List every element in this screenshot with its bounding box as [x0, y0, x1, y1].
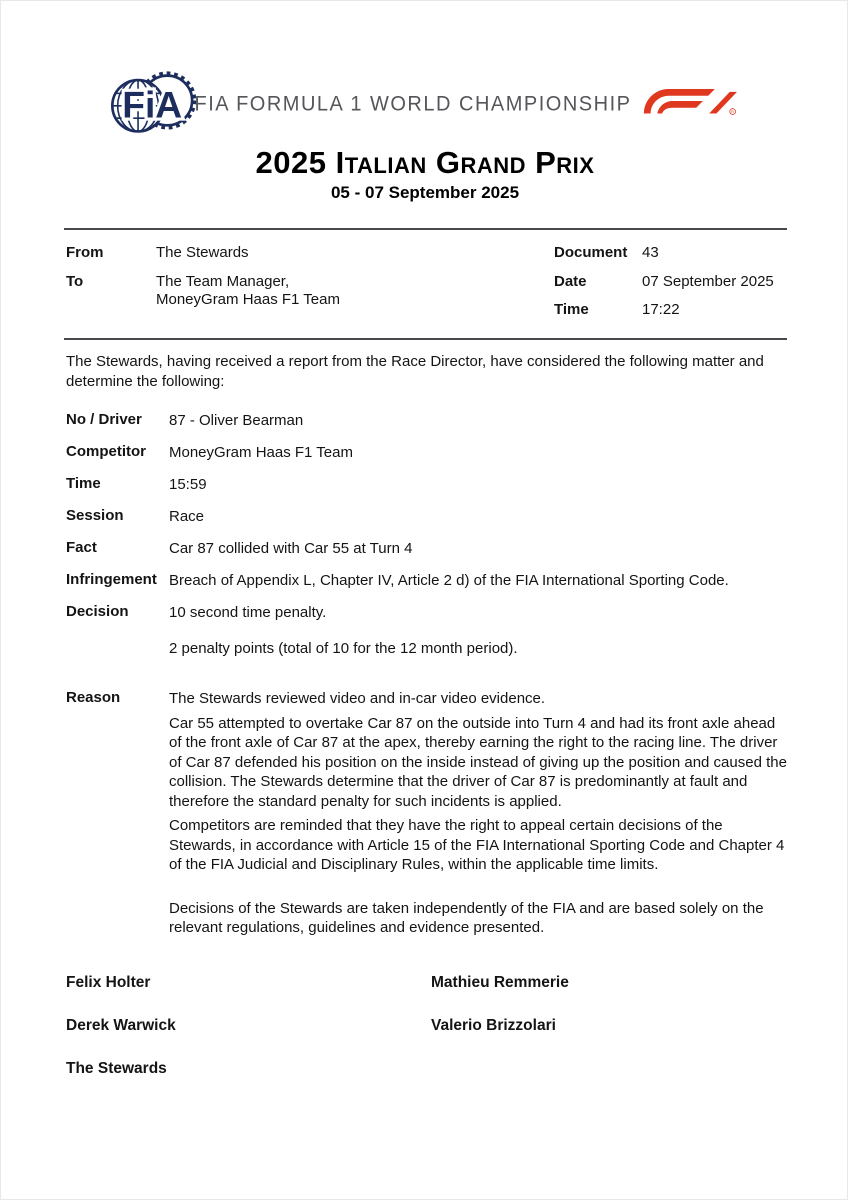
from-value: The Stewards — [156, 244, 249, 261]
reason-paragraph-4: Decisions of the Stewards are taken independently of the FIA and are based solely on the relevant regulations, guidelines and evidence presented. — [169, 899, 764, 936]
signature-steward-4: Valerio Brizzolari — [431, 1017, 556, 1034]
event-date-range: 05 - 07 September 2025 — [330, 183, 520, 202]
document-label: Document — [554, 244, 628, 261]
decision-value: 10 second time penalty. — [169, 604, 327, 621]
reason-label: Reason — [66, 689, 121, 706]
fact-value: Car 87 collided with Car 55 at Turn 4 — [169, 540, 413, 557]
time-label: Time — [554, 301, 589, 318]
session-time-label: Time — [66, 475, 101, 492]
from-label: From — [66, 244, 104, 261]
to-value-line2: MoneyGram Haas F1 Team — [156, 290, 340, 308]
competitor-label: Competitor — [66, 443, 146, 460]
session-time-value: 15:59 — [169, 476, 207, 493]
to-value-line1: The Team Manager, — [156, 273, 290, 290]
f1-registered-mark — [730, 109, 736, 115]
session-label: Session — [66, 507, 124, 524]
fact-label: Fact — [66, 539, 97, 556]
infringement-label: Infringement — [66, 571, 157, 588]
reason-value — [169, 689, 787, 938]
no-driver-value: 87 - Oliver Bearman — [169, 412, 304, 429]
decision-label: Decision — [66, 603, 129, 620]
event-title: 2025 Italian Grand Prix — [255, 145, 595, 180]
infringement-value: Breach of Appendix L, Chapter IV, Article 2 d) of the FIA International Sporting Code. — [169, 572, 729, 589]
f1-logo-icon — [641, 85, 737, 117]
championship-title: FIA FORMULA 1 WORLD CHAMPIONSHIP — [194, 92, 632, 116]
divider-top — [64, 228, 787, 230]
no-driver-label: No / Driver — [66, 411, 142, 428]
decision-penalty-points: 2 penalty points (total of 10 for the 12 month period). — [169, 640, 518, 657]
signature-footer: The Stewards — [66, 1060, 167, 1077]
document-number: 43 — [642, 244, 659, 261]
fia-logo-wordmark: FiA — [122, 83, 183, 126]
date-label: Date — [554, 273, 587, 290]
time-value: 17:22 — [642, 301, 680, 318]
competitor-value: MoneyGram Haas F1 Team — [169, 444, 353, 461]
reason-paragraph-2: Car 55 attempted to overtake Car 87 on the outside into Turn 4 and had its front axle ahead of the front axle of Car 87 at the apex, thereby earning the right to the racing line. The driver of Car 87 defended his position on the inside instead of giving up the position and caused the collision. The Stewards determine that the driver of Car 87 is predominantly at fault and therefore the standard penalty for such incidents is applied. — [169, 714, 787, 810]
svg-text:R: R — [731, 110, 735, 115]
reason-paragraph-3: Competitors are reminded that they have the right to appeal certain decisions of the Stewards, in accordance with Article 15 of the FIA International Sporting Code and Chapter 4 of the FIA Judicial and Disciplinary Rules, within the applicable time limits. — [169, 817, 785, 873]
divider-bottom — [64, 338, 787, 340]
signature-steward-3: Derek Warwick — [66, 1017, 176, 1034]
to-label: To — [66, 273, 84, 290]
date-value: 07 September 2025 — [642, 273, 774, 290]
to-value — [156, 273, 340, 308]
signature-steward-2: Mathieu Remmerie — [431, 974, 569, 991]
intro-paragraph: The Stewards, having received a report from the Race Director, have considered the following matter and determine the following: — [66, 353, 764, 390]
reason-paragraph-1: The Stewards reviewed video and in-car video evidence. — [169, 690, 546, 707]
signature-steward-1: Felix Holter — [66, 974, 151, 991]
session-value: Race — [169, 508, 205, 525]
